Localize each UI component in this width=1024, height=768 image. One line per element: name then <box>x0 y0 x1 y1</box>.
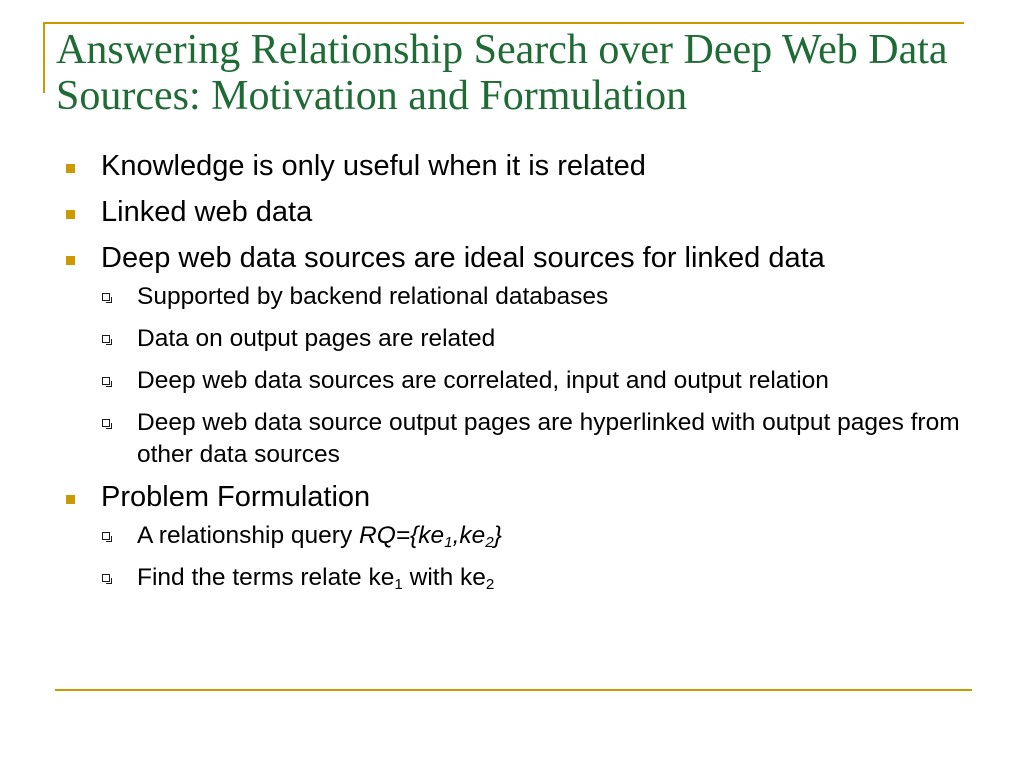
term-subscript: 1 <box>394 575 403 593</box>
query-formula <box>359 522 502 549</box>
formula-part: ,ke <box>452 522 486 549</box>
box-bullet-icon <box>102 335 110 343</box>
subbullet-output-pages-related <box>62 323 962 355</box>
subbullet-hyperlinked <box>62 407 962 471</box>
square-bullet-icon <box>66 210 75 219</box>
box-bullet-icon <box>102 293 110 301</box>
bullet-text: Deep web data sources are ideal sources for linked data <box>101 242 825 274</box>
title-frame-top-line <box>43 22 964 24</box>
formula-part: RQ={ke <box>359 522 445 549</box>
bullet-knowledge <box>62 150 962 183</box>
subbullet-text: Find the terms relate ke <box>137 564 395 591</box>
square-bullet-icon <box>66 256 75 265</box>
bullet-text: Linked web data <box>101 196 313 228</box>
formula-part: } <box>493 522 502 549</box>
bullet-problem-formulation <box>62 481 962 514</box>
footer-rule-line <box>55 689 972 691</box>
subbullet-text: Deep web data sources are correlated, input and output relation <box>137 367 829 394</box>
bullet-deep-web-sources <box>62 242 962 275</box>
subbullet-text: A relationship query <box>137 522 359 549</box>
bullet-text: Knowledge is only useful when it is related <box>101 150 646 182</box>
subbullet-text: Data on output pages are related <box>137 325 496 352</box>
bullet-linked-web-data <box>62 196 962 229</box>
subbullet-text: Supported by backend relational databases <box>137 283 609 310</box>
title-frame-left-line <box>43 22 45 93</box>
bullet-list <box>62 150 962 604</box>
formula-subscript: 1 <box>444 533 453 551</box>
subbullet-relationship-query <box>62 520 962 552</box>
box-bullet-icon <box>102 532 110 540</box>
box-bullet-icon <box>102 419 110 427</box>
box-bullet-icon <box>102 377 110 385</box>
subbullet-correlated <box>62 365 962 397</box>
bullet-text: Problem Formulation <box>101 481 371 513</box>
formula-subscript: 2 <box>485 533 494 551</box>
term-subscript: 2 <box>485 575 495 593</box>
subbullet-find-terms <box>62 562 962 594</box>
subbullet-text: with ke <box>402 564 486 591</box>
subbullet-backend-databases <box>62 281 962 313</box>
square-bullet-icon <box>66 164 75 173</box>
slide-title: Answering Relationship Search over Deep Web Data Sources: Motivation and Formulation <box>56 27 948 119</box>
square-bullet-icon <box>66 495 75 504</box>
subbullet-text: Deep web data source output pages are hyperlinked with output pages from other data sources <box>137 409 960 468</box>
box-bullet-icon <box>102 574 110 582</box>
